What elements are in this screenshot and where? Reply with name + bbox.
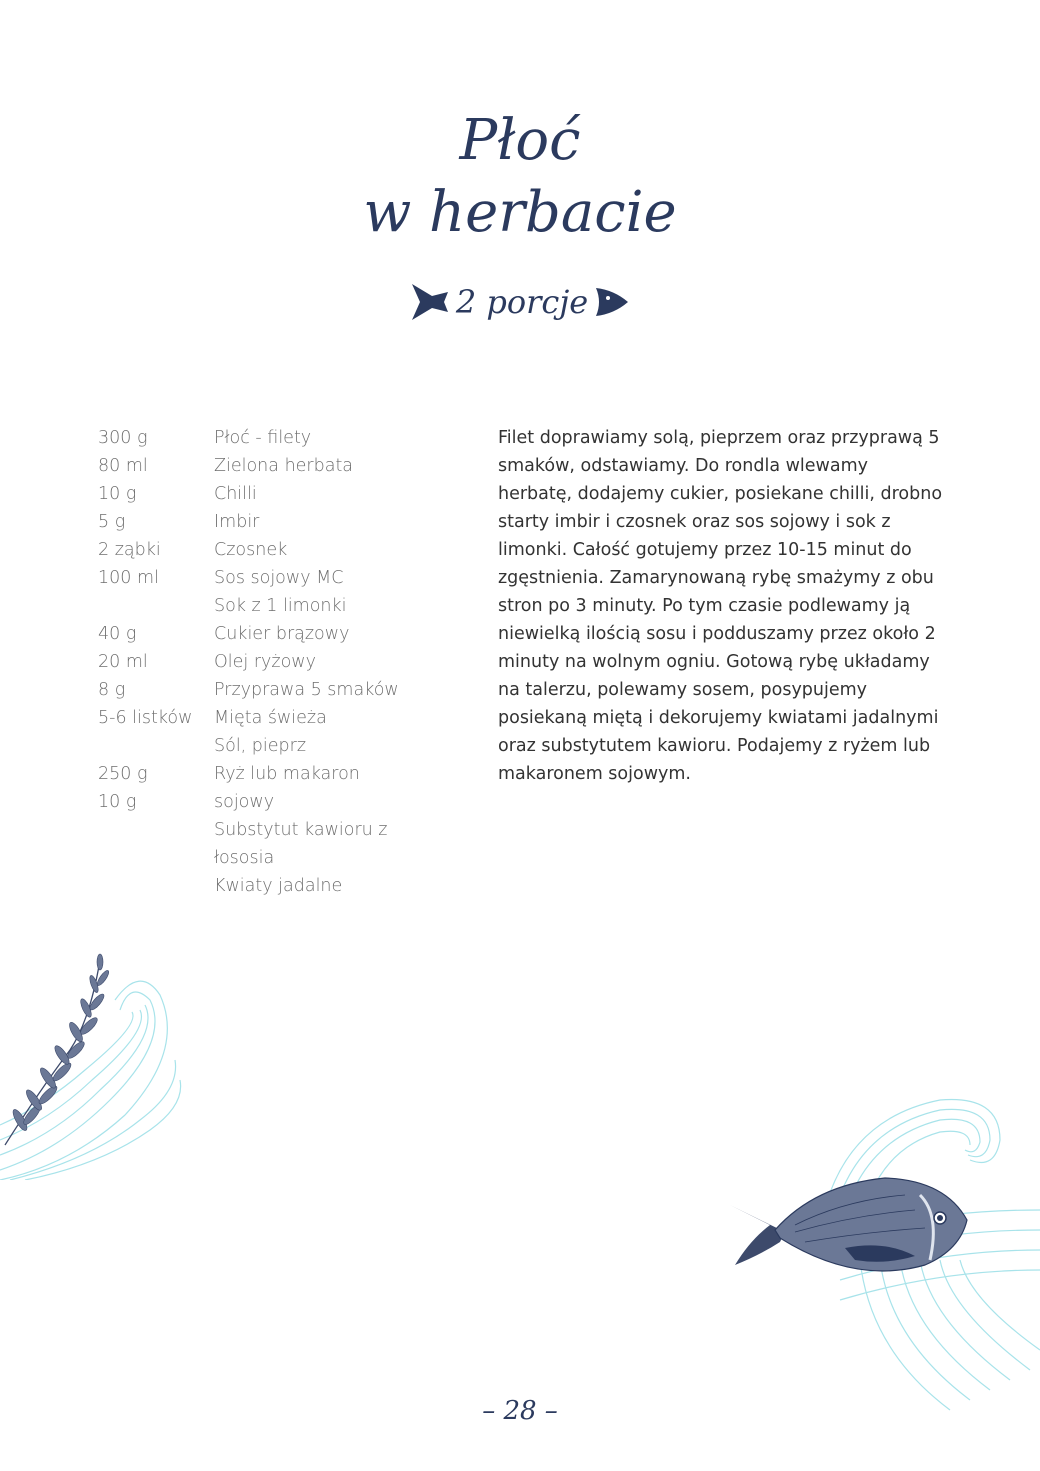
ingredient-quantity: 2 ząbki	[98, 540, 161, 560]
fish-head-icon	[594, 284, 630, 320]
ingredient-row	[98, 844, 418, 872]
ingredient-row	[98, 480, 418, 508]
ingredient-name: Imbir	[214, 512, 260, 532]
recipe-title-line2: w herbacie	[363, 180, 677, 245]
ingredient-quantity	[98, 844, 214, 872]
servings-banner	[0, 280, 1040, 324]
ingredient-name: Sok z 1 limonki	[214, 596, 347, 616]
ingredient-name: Sos sojowy MC	[214, 568, 344, 588]
ingredient-row	[98, 452, 418, 480]
ingredient-name: łososia	[214, 848, 275, 868]
ingredient-name: Olej ryżowy	[214, 652, 316, 672]
ingredient-name: Substytut kawioru z	[214, 820, 388, 840]
ingredient-row	[98, 564, 418, 592]
ingredient-quantity: 5-6 listków	[98, 708, 193, 728]
servings-label: 2 porcje	[455, 283, 589, 321]
ingredient-row	[98, 424, 418, 452]
ingredient-name: Kwiaty jadalne	[214, 876, 343, 896]
sea-bream-illustration	[725, 1170, 975, 1290]
ingredient-row	[98, 508, 418, 536]
ingredient-quantity	[98, 732, 214, 760]
ingredient-quantity: 8 g	[98, 680, 126, 700]
ingredient-quantity: 10 g	[98, 792, 137, 812]
page-number: – 28 –	[482, 1396, 558, 1426]
ingredient-quantity: 5 g	[98, 512, 126, 532]
ingredient-row	[98, 816, 418, 844]
ingredient-row	[98, 620, 418, 648]
ingredient-name: Czosnek	[214, 540, 288, 560]
ingredient-name: Zielona herbata	[214, 456, 354, 476]
ingredient-name: Sól, pieprz	[214, 736, 307, 756]
method-text: Filet doprawiamy solą, pieprzem oraz przyprawą 5 smaków, odstawiamy. Do rondla wlewamy herbatę, dodajemy cukier, posiekane chilli, drobno starty imbir i czosnek oraz sos sojowy i sok z limonki. Całość gotujemy przez 10-15 minut do zgęstnienia. Zamarynowaną rybę smażymy z obu stron po 3 minuty. Po tym czasie podlewamy ją niewielką ilością sosu i podduszamy przez około 2 minuty na wolnym ogniu. Gotową rybę układamy na talerzu, polewamy sosem, posypujemy posiekaną miętą i dekorujemy kwiatami jadalnymi oraz substytutem kawioru. Podajemy z ryżem lub makaronem sojowym.	[498, 428, 943, 784]
fish-tail-icon	[410, 280, 450, 324]
ingredient-quantity: 250 g	[98, 764, 148, 784]
ingredient-quantity: 100 ml	[98, 568, 159, 588]
ingredient-name: Cukier brązowy	[214, 624, 350, 644]
ingredient-row	[98, 788, 418, 816]
ingredient-name: Płoć - filety	[214, 428, 312, 448]
ingredient-quantity	[98, 592, 214, 620]
ingredient-row	[98, 648, 418, 676]
ingredient-name: Ryż lub makaron	[214, 764, 360, 784]
ingredient-name: sojowy	[214, 792, 275, 812]
ingredient-row	[98, 872, 418, 900]
ingredient-row	[98, 704, 418, 732]
ingredient-quantity: 20 ml	[98, 652, 148, 672]
rosemary-illustration	[0, 950, 190, 1180]
ingredient-quantity	[98, 816, 214, 844]
ingredient-quantity: 40 g	[98, 624, 137, 644]
ingredient-row	[98, 760, 418, 788]
ingredient-quantity: 300 g	[98, 428, 148, 448]
ingredient-quantity	[98, 872, 214, 900]
ingredient-list	[98, 424, 418, 900]
ingredient-row	[98, 676, 418, 704]
ingredient-row	[98, 732, 418, 760]
ingredient-quantity: 10 g	[98, 484, 137, 504]
ingredient-name: Mięta świeża	[214, 708, 327, 728]
ingredient-name: Przyprawa 5 smaków	[214, 680, 399, 700]
ingredient-row	[98, 536, 418, 564]
ingredient-row	[98, 592, 418, 620]
recipe-title-line1: Płoć	[459, 108, 581, 173]
ingredient-quantity: 80 ml	[98, 456, 148, 476]
ingredient-name: Chilli	[214, 484, 257, 504]
